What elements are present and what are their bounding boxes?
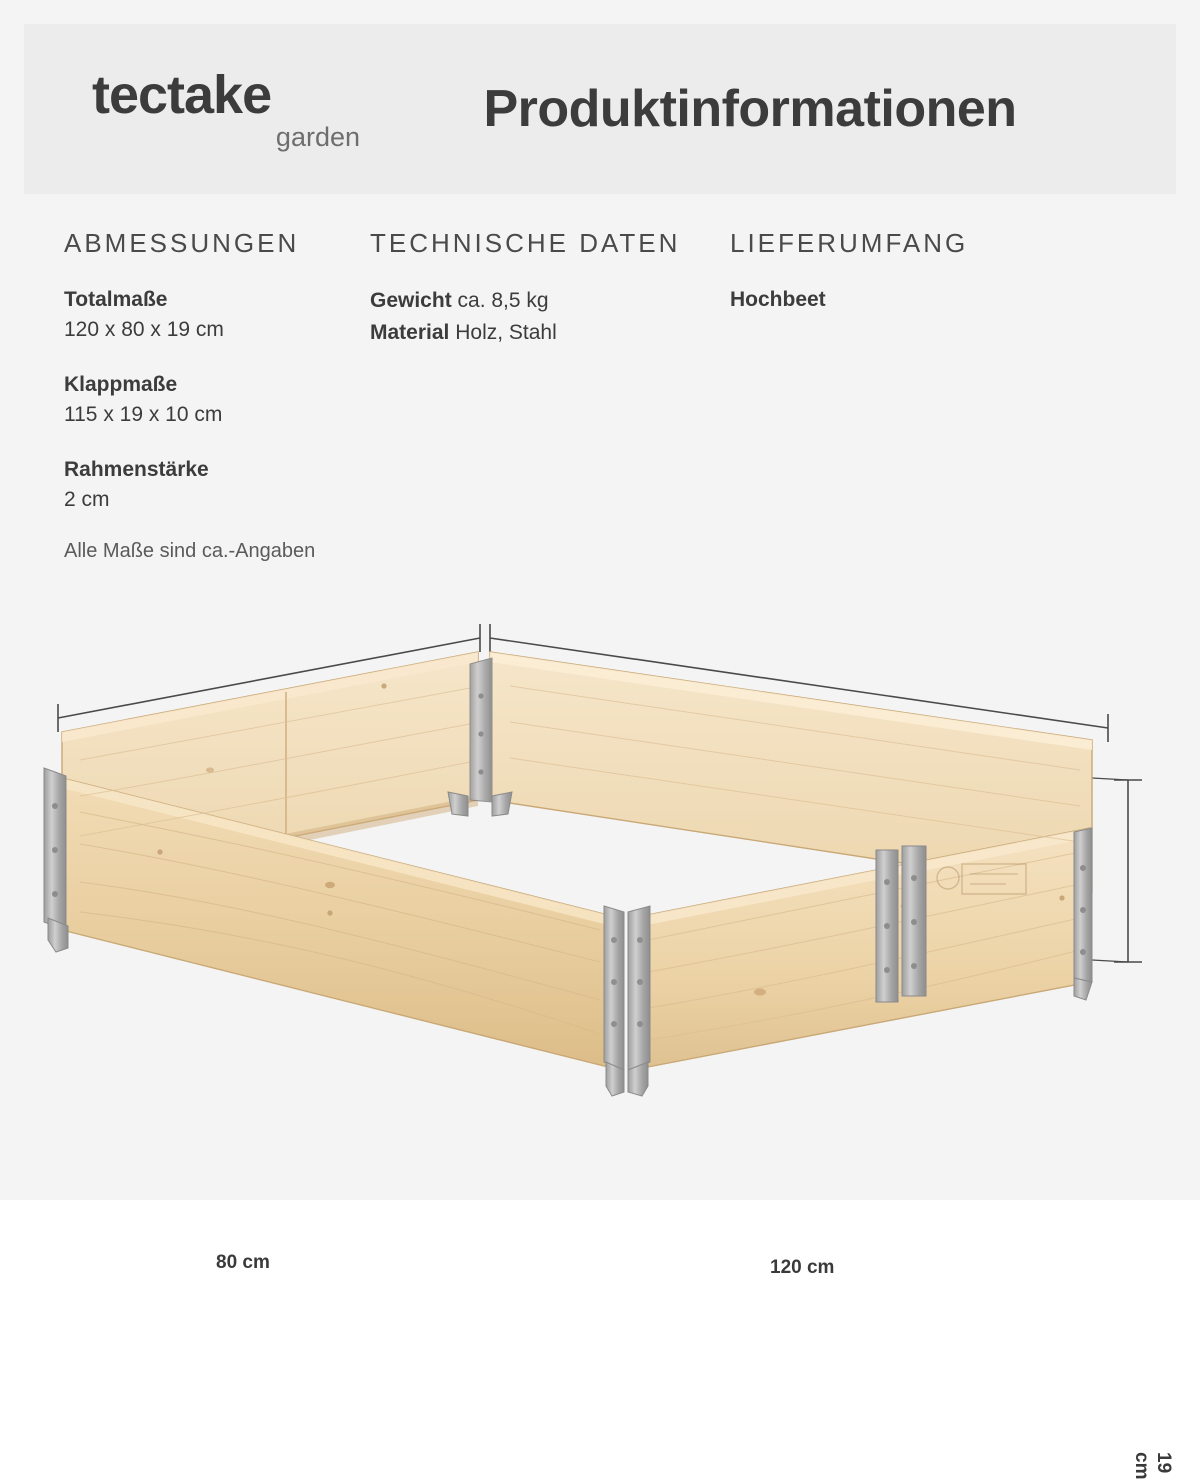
spec-label: Material [370,320,450,344]
scope-item: Hochbeet [730,288,826,311]
spec-value: 120 x 80 x 19 cm [64,318,224,342]
spec-folded-size [64,370,350,431]
page-header [24,24,1176,194]
scope-heading: LIEFERUMFANG [730,228,969,258]
spec-material [370,317,710,349]
spec-total-size [64,285,350,346]
hinge-left-corner [44,768,68,952]
dimension-label-width: 80 cm [216,1252,270,1273]
technical-column [370,228,730,563]
product-illustration [0,600,1200,1479]
spec-value: Holz, Stahl [455,320,557,344]
brand-subtitle: garden [275,121,360,152]
spec-label: Klappmaße [64,372,178,396]
dimension-label-height: 19 cm [1131,1452,1174,1479]
technical-heading: TECHNISCHE DATEN [370,228,681,258]
dimensions-column [0,228,370,563]
spec-label: Rahmenstärke [64,457,209,481]
spec-label: Totalmaße [64,288,168,311]
spec-value: 115 x 19 x 10 cm [64,403,223,427]
brand-name: tectake [92,64,272,125]
brand-logo [24,64,364,152]
dimensions-heading: ABMESSUNGEN [64,228,300,258]
spec-value: 2 cm [64,488,110,512]
spec-weight [370,285,710,317]
measurement-note: Alle Maße sind ca.-Angaben [64,539,316,562]
dimension-label-length: 120 cm [770,1257,835,1278]
scope-column [730,228,1110,563]
hinge-front-corner [604,906,650,1096]
page-title: Produktinformationen [483,80,1017,138]
spec-frame-thickness [64,455,350,516]
raised-bed-drawing [44,652,1092,1096]
spec-columns [0,228,1200,563]
hinge-right-corner [1074,828,1092,1000]
spec-value: ca. 8,5 kg [457,289,549,312]
spec-label: Gewicht [370,289,452,312]
